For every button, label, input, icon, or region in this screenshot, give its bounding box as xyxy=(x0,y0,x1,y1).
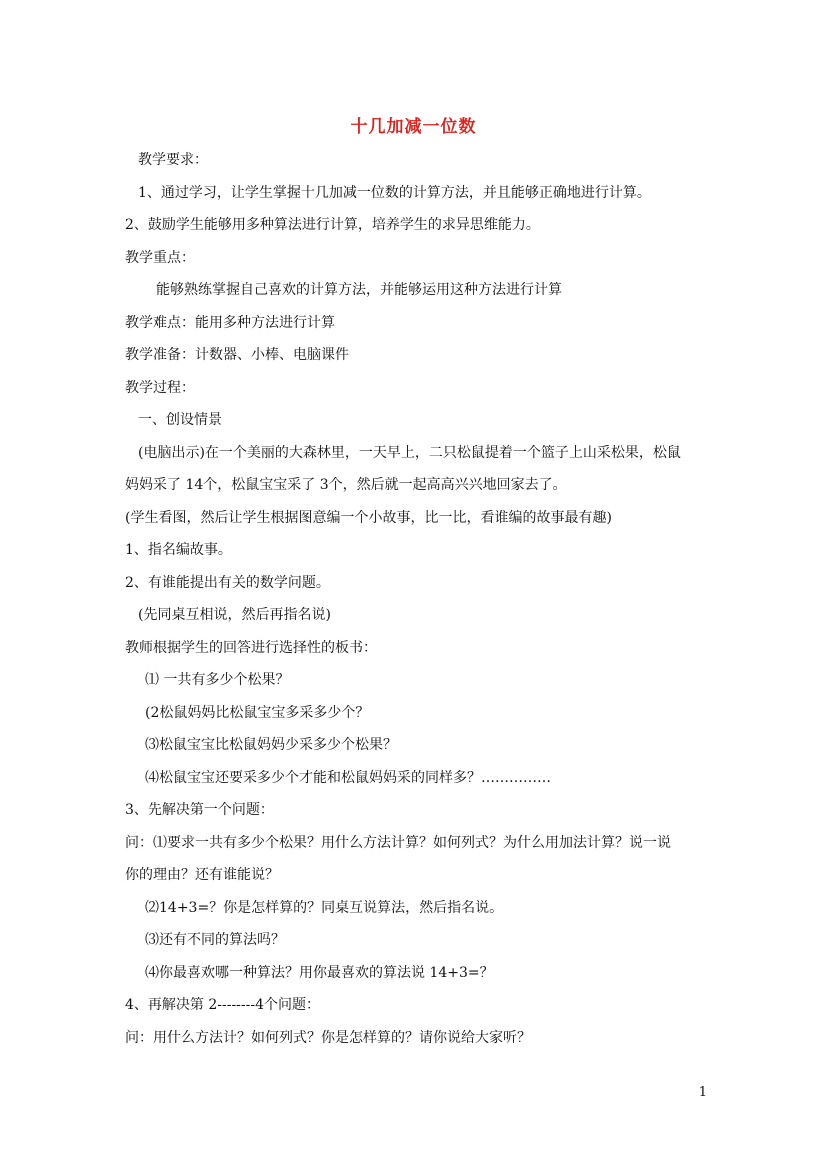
text-line: 能够熟练掌握自己喜欢的计算方法，并能够运用这种方法进行计算 xyxy=(156,282,562,298)
text-line: 一、创设情景 xyxy=(138,412,222,428)
text-line: ⑶还有不同的算法吗？ xyxy=(145,932,285,948)
text-line: (先同桌互相说，然后再指名说) xyxy=(138,607,331,623)
text-line: 2、有谁能提出有关的数学问题。 xyxy=(125,575,330,591)
text-line: 你的理由？还有谁能说？ xyxy=(125,867,279,883)
text-line: 妈妈采了 14个，松鼠宝宝采了 3个，然后就一起高高兴兴地回家去了。 xyxy=(125,477,567,493)
text-line: 教师根据学生的回答进行选择性的板书： xyxy=(125,640,377,656)
text-line: 教学重点： xyxy=(125,250,195,266)
text-line: 问：⑴要求一共有多少个松果？用什么方法计算？如何列式？为什么用加法计算？说一说 xyxy=(125,835,671,851)
text-line: 2、鼓励学生能够用多种算法进行计算，培养学生的求异思维能力。 xyxy=(125,217,540,233)
text-line: (学生看图，然后让学生根据图意编一个小故事，比一比，看谁编的故事最有趣) xyxy=(125,510,612,526)
text-line: ⑴ 一共有多少个松果？ xyxy=(145,672,290,688)
document-title: 十几加减一位数 xyxy=(350,117,477,137)
text-line: ⑷松鼠宝宝还要采多少个才能和松鼠妈妈采的同样多？…………… xyxy=(145,770,551,786)
page-number: 1 xyxy=(698,1085,707,1100)
text-line: 问：用什么方法计？如何列式？你是怎样算的？请你说给大家听？ xyxy=(125,1030,531,1046)
text-line: 教学要求： xyxy=(138,152,208,168)
text-line: ⑵14+3=？你是怎样算的？同桌互说算法，然后指名说。 xyxy=(145,900,504,916)
text-line: 教学难点：能用多种方法进行计算 xyxy=(125,315,335,331)
text-line: 4、再解决第 2--------4个问题： xyxy=(125,997,321,1013)
text-line: 1、指名编故事。 xyxy=(125,542,232,558)
text-line: 1、通过学习，让学生掌握十几加减一位数的计算方法，并且能够正确地进行计算。 xyxy=(138,185,651,201)
text-line: (2松鼠妈妈比松鼠宝宝多采多少个？ xyxy=(145,705,370,721)
text-line: (电脑出示)在一个美丽的大森林里，一天早上，二只松鼠提着一个篮子上山采松果，松鼠 xyxy=(138,445,681,461)
text-line: 教学过程： xyxy=(125,380,195,396)
text-line: ⑶松鼠宝宝比松鼠妈妈少采多少个松果？ xyxy=(145,737,397,753)
text-line: 3、先解决第一个问题： xyxy=(125,802,274,818)
text-line: 教学准备：计数器、小棒、电脑课件 xyxy=(125,347,349,363)
text-line: ⑷你最喜欢哪一种算法？用你最喜欢的算法说 14+3=？ xyxy=(145,965,494,981)
